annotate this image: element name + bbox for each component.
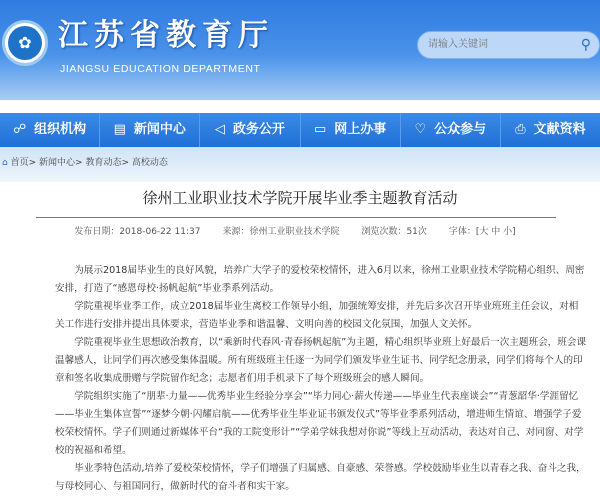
nav-item-org[interactable] xyxy=(0,113,100,147)
nav-label: 网上办事 xyxy=(334,122,387,137)
main-nav xyxy=(0,113,600,147)
article-body xyxy=(55,262,587,496)
paragraph: 为展示2018届毕业生的良好风貌，培养广大学子的爱校荣校情怀，进入6月以来，徐州工业职业技术学院精心组织、周密安排，打造了“感恩母校·扬帆起航”毕业季系列活动。 xyxy=(55,265,585,294)
breadcrumb-bar xyxy=(0,147,600,182)
publish-date: 发布日期：2018-06-22 11:37 xyxy=(74,227,201,237)
nav-item-gov[interactable] xyxy=(200,113,300,147)
heart-icon: ♡ xyxy=(414,122,427,137)
search-input[interactable] xyxy=(428,37,568,53)
nav-item-online[interactable] xyxy=(301,113,401,147)
site-header xyxy=(0,0,600,100)
nav-item-docs[interactable] xyxy=(501,113,600,147)
divider xyxy=(36,217,556,218)
search-box xyxy=(417,31,600,59)
nav-label: 新闻中心 xyxy=(133,122,186,137)
breadcrumb-edu[interactable]: 教育动态 xyxy=(85,158,122,168)
monitor-icon: ▭ xyxy=(313,122,327,137)
paragraph: 毕业季特色活动,培养了爱校荣校情怀，学子们增强了归属感、自豪感、荣誉感。学校鼓励毕业生以青春之我、奋斗之我，与母校同心、与祖国同行，做新时代的奋斗者和实干家。 xyxy=(55,463,586,492)
speaker-icon: ◁ xyxy=(214,122,225,137)
nav-label: 文献资料 xyxy=(533,122,586,137)
document-icon: ▤ xyxy=(113,122,126,137)
breadcrumb-home[interactable]: 首页 xyxy=(10,158,29,168)
home-icon: ⌂ xyxy=(2,158,8,168)
nav-label: 公众参与 xyxy=(434,122,487,137)
breadcrumb-college[interactable]: 高校动态 xyxy=(131,158,168,168)
org-chart-icon: ☍ xyxy=(12,122,27,137)
paragraph: 学院重视毕业季工作，成立2018届毕业生离校工作领导小组，加强统筹安排，并先后多次召开毕业班班主任会议，对相关工作进行安排并提出具体要求，营造毕业季和谐温馨、文明向善的校园文化氛围，加强人文关怀。 xyxy=(55,301,579,330)
nav-item-news[interactable] xyxy=(100,113,200,147)
article-source: 来源：徐州工业职业技术学院 xyxy=(222,227,340,237)
search-icon[interactable]: ⚲ xyxy=(580,37,591,53)
font-size-control xyxy=(449,225,516,239)
site-title: 江苏省教育厅 xyxy=(58,18,274,53)
nav-label: 政务公开 xyxy=(232,122,285,137)
paragraph: 学院组织实施了“朋辈·力量——优秀毕业生经验分享会”“毕力同心·薪火传递——毕业生代表座谈会”“青葱韶华·学涯留忆——毕业生集体宣誓”“逐梦今朝·闪耀启航——优秀毕业生毕业证书颁发仪式”等毕业季系列活动，增进师生情谊、增强学子爱校荣校情怀。学子们则通过新媒体平台“我的工院变形计”“学弟学妹我想对你说”等线上互动活动，表达对自己、对同窗、对学校的祝福和希望。 xyxy=(55,391,584,456)
font-label: 字体： xyxy=(448,227,476,237)
breadcrumb: ⌂ 首页> 新闻中心> 教育动态> 高校动态 xyxy=(2,158,168,168)
font-size-options[interactable]: [大 中 小] xyxy=(475,227,516,237)
nav-item-public[interactable] xyxy=(401,113,501,147)
site-subtitle: JIANGSU EDUCATION DEPARTMENT xyxy=(60,63,261,75)
view-count: 浏览次数：51次 xyxy=(361,227,427,237)
nav-label: 组织机构 xyxy=(34,122,87,137)
breadcrumb-news[interactable]: 新闻中心 xyxy=(39,158,76,168)
paragraph: 学院重视毕业生思想政治教育，以“乘新时代春风·青春扬帆起航”为主题，精心组织毕业班上好最后一次主题班会，班会课温馨感人，让同学们再次感受集体温暖。所有班级班主任逐一为同学们颁发毕业生证书、同学纪念册录，同学们将每个人的印章和签名收集成册赠与学院留作纪念；志愿者们用手机录下了每个班级班会的感人瞬间。 xyxy=(55,337,587,384)
logo-emblem-icon: ✿ xyxy=(8,26,42,60)
site-logo[interactable] xyxy=(2,20,48,66)
article-meta xyxy=(0,225,600,239)
article-title: 徐州工业职业技术学院开展毕业季主题教育活动 xyxy=(142,189,458,207)
printer-icon: ⎙ xyxy=(515,122,526,137)
